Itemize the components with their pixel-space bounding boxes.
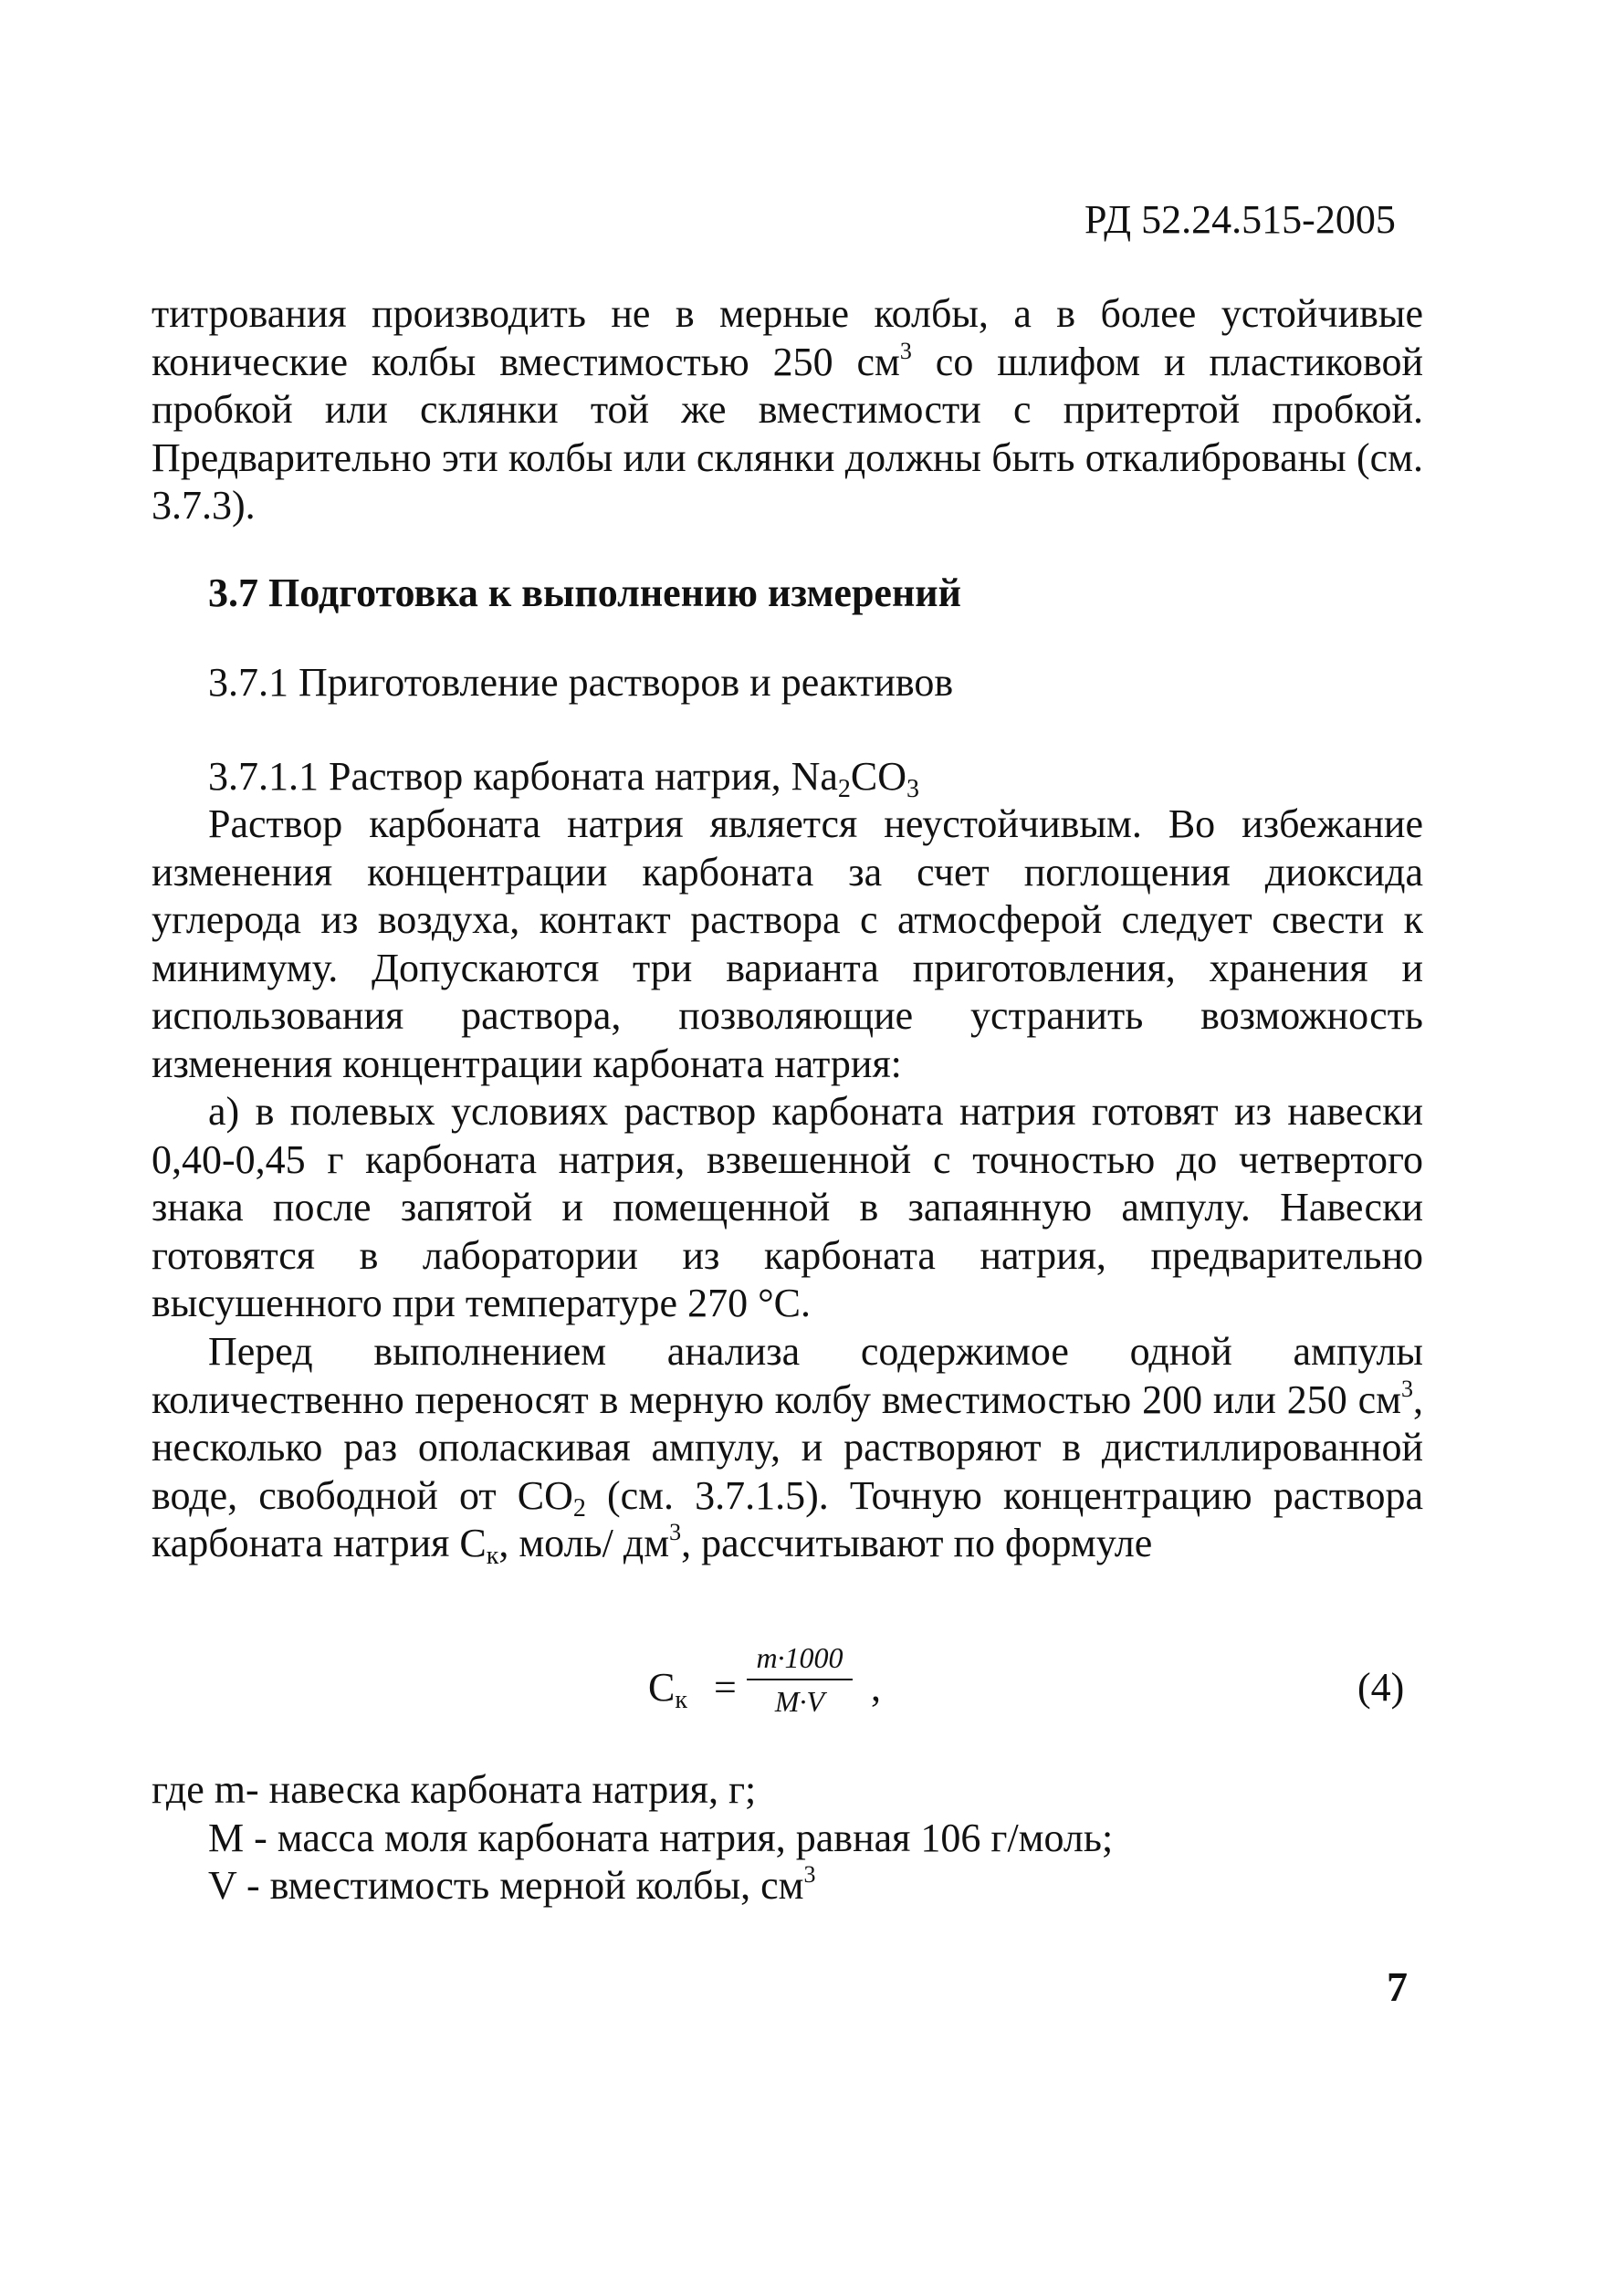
- definition-m: где m- навеска карбоната натрия, г;: [152, 1767, 757, 1812]
- subscript: к: [486, 1542, 499, 1570]
- definition-V: [152, 1862, 1423, 1910]
- subsection-heading-3-7-1-1: [208, 753, 1304, 801]
- formula-4: [648, 1640, 922, 1750]
- paragraph-option-a: а) в полевых условиях раствор карбоната натрия готовят из навески 0,40-0,45 г карбоната натрия, взвешенной с точностью до четвертого знака после запятой и помещенной в запаянную ампулу. Навески готовятся в лаборатории из карбоната натрия, предварительно высушенного при температуре 270 °С.: [152, 1089, 1423, 1325]
- formula-lhs-symbol: С: [648, 1665, 676, 1710]
- subscript: 2: [837, 775, 851, 803]
- formula-lhs-subscript: к: [675, 1686, 687, 1714]
- formula-numerator: m·1000: [756, 1641, 843, 1674]
- paragraph-text: титрования производить не в мерные колбы, а в более устойчивые конические колбы вместимостью 250 см: [152, 291, 1423, 384]
- formula-lhs: [648, 1664, 687, 1714]
- paragraph-text: со шлифом и пластиковой пробкой или склянки той же вместимости с притертой пробкой. Предварительно эти колбы или склянки должны быть откалиброваны (см. 3.7.3).: [152, 339, 1424, 528]
- formula-number: (4): [1357, 1665, 1405, 1710]
- paragraph-continuation: [152, 290, 1423, 530]
- formula-definitions: [152, 1766, 1423, 1910]
- fraction-bar: [747, 1679, 853, 1680]
- paragraph-text: , моль/ дм: [498, 1521, 670, 1565]
- definition-text: V - вместимость мерной колбы, см: [208, 1863, 804, 1908]
- formula-equals: =: [714, 1665, 737, 1710]
- heading-text: CO: [850, 754, 907, 799]
- formula-comma: ,: [871, 1665, 881, 1710]
- document-code: РД 52.24.515-2005: [1084, 197, 1396, 242]
- formula-denominator: M·V: [774, 1685, 825, 1718]
- section-heading-3-7: 3.7 Подготовка к выполнению измерений: [208, 570, 961, 615]
- superscript: 3: [1401, 1375, 1413, 1402]
- superscript: 3: [899, 337, 912, 364]
- formula-fraction: [747, 1640, 853, 1719]
- superscript: 3: [803, 1861, 816, 1888]
- paragraph-carbonate-unstable: Раствор карбоната натрия является неустойчивым. Во избежание изменения концентрации карбоната за счет поглощения диоксида углерода из воздуха, контакт раствора с атмосферой следует свести к минимуму. Допускаются три варианта приготовления, хранения и использования раствора, позволяющие устранить возможность изменения концентрации карбоната натрия:: [152, 801, 1423, 1086]
- heading-text: 3.7.1.1 Раствор карбоната натрия, Na: [208, 754, 838, 799]
- paragraph-procedure: [152, 1328, 1423, 1568]
- subscript: 3: [906, 775, 920, 803]
- definition-M: М - масса моля карбоната натрия, равная 106 г/моль;: [208, 1815, 1114, 1860]
- superscript: 3: [669, 1519, 682, 1545]
- subsection-heading-3-7-1: 3.7.1 Приготовление растворов и реактивов: [208, 660, 954, 705]
- paragraph-text: Перед выполнением анализа содержимое одной ампулы количественно переносят в мерную колбу вместимостью 200 или 250 см: [152, 1329, 1423, 1422]
- page-number: 7: [1387, 1963, 1408, 2010]
- paragraph-text: , несколько раз ополаскивая ампулу, и растворяют в дистиллированной воде, свободной от СО: [152, 1376, 1423, 1518]
- paragraph-text: , рассчитывают по формуле: [681, 1521, 1153, 1565]
- paragraph-text: (см. 3.7.1.5). Точную концентрацию раствора карбоната натрия С: [152, 1472, 1423, 1565]
- subscript: 2: [572, 1493, 586, 1523]
